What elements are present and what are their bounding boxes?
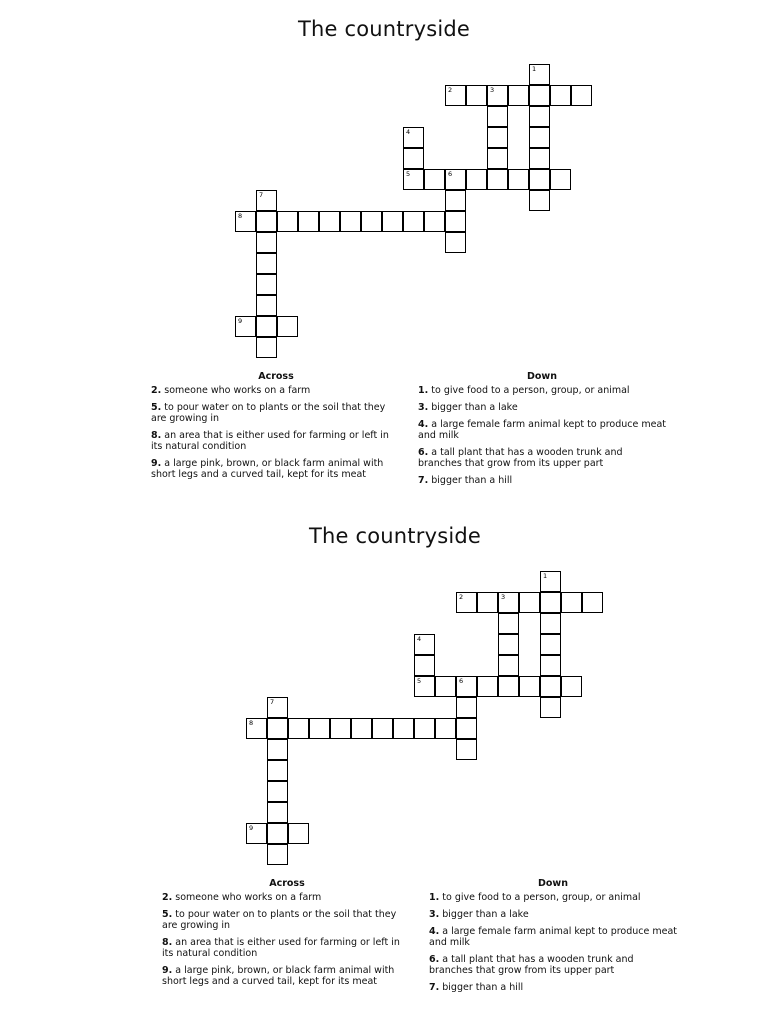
clue-down-4: 4. a large female farm animal kept to produce meat and milk [418, 419, 667, 441]
cell-number: 9 [249, 824, 254, 832]
grid-cell[interactable] [498, 613, 519, 634]
grid-cell[interactable] [267, 844, 288, 865]
grid-cell[interactable] [277, 316, 298, 337]
across-clues [162, 878, 412, 993]
clue-down-3: 3. bigger than a lake [418, 402, 518, 413]
grid-cell[interactable] [582, 592, 603, 613]
grid-cell[interactable] [571, 85, 592, 106]
clue-across-5: 5. to pour water on to plants or the soil that they are growing in [151, 402, 386, 424]
grid-cell[interactable] [235, 316, 256, 337]
clue-across-2: 2. someone who works on a farm [162, 892, 322, 903]
across-heading: Across [269, 878, 305, 889]
grid-cell[interactable] [330, 718, 351, 739]
clue-down-4: 4. a large female farm animal kept to produce meat and milk [429, 926, 678, 948]
clue-across-9: 9. a large pink, brown, or black farm animal with short legs and a curved tail, kept for its meat [151, 458, 384, 480]
grid-cell[interactable] [246, 718, 267, 739]
grid-cell[interactable] [267, 739, 288, 760]
crossword-grid [0, 0, 768, 360]
grid-cell[interactable] [477, 676, 498, 697]
grid-cell[interactable] [550, 169, 571, 190]
grid-cell[interactable] [435, 676, 456, 697]
clue-down-6: 6. a tall plant that has a wooden trunk and branches that grow from its upper part [429, 954, 634, 976]
cell-number: 7 [270, 698, 275, 706]
down-heading: Down [538, 878, 568, 889]
grid-cell[interactable] [550, 85, 571, 106]
clue-across-5: 5. to pour water on to plants or the soil that they are growing in [162, 909, 397, 931]
crossword-puzzle-1 [0, 0, 768, 510]
grid-cell[interactable] [288, 718, 309, 739]
grid-cell[interactable] [540, 676, 561, 697]
grid-cell[interactable] [540, 613, 561, 634]
grid-cell[interactable] [445, 190, 466, 211]
grid-cell[interactable] [267, 760, 288, 781]
grid-cell[interactable] [267, 802, 288, 823]
grid-cell[interactable] [235, 211, 256, 232]
grid-cell[interactable] [393, 718, 414, 739]
cell-number: 4 [417, 635, 422, 643]
down-clues [429, 878, 679, 999]
grid-cell[interactable] [487, 85, 508, 106]
crossword-grid [11, 507, 768, 867]
grid-cell[interactable] [435, 718, 456, 739]
cell-number: 4 [406, 128, 411, 136]
grid-cell[interactable] [519, 592, 540, 613]
grid-cell[interactable] [298, 211, 319, 232]
grid-cell[interactable] [498, 676, 519, 697]
cell-number: 8 [249, 719, 254, 727]
down-clues [418, 371, 668, 492]
grid-cell[interactable] [256, 190, 277, 211]
grid-cell[interactable] [529, 106, 550, 127]
grid-cell[interactable] [456, 697, 477, 718]
cell-number: 6 [448, 170, 453, 178]
clue-down-1: 1. to give food to a person, group, or animal [429, 892, 641, 903]
grid-cell[interactable] [540, 697, 561, 718]
grid-cell[interactable] [403, 127, 424, 148]
grid-cell[interactable] [540, 655, 561, 676]
grid-cell[interactable] [508, 85, 529, 106]
cell-number: 2 [448, 86, 453, 94]
grid-cell[interactable] [424, 169, 445, 190]
crossword-puzzle-2 [11, 507, 768, 1017]
cell-number: 3 [490, 86, 495, 94]
grid-cell[interactable] [414, 676, 435, 697]
grid-cell[interactable] [424, 211, 445, 232]
cell-number: 5 [406, 170, 411, 178]
grid-cell[interactable] [414, 655, 435, 676]
grid-cell[interactable] [487, 169, 508, 190]
cell-number: 6 [459, 677, 464, 685]
puzzle-title: The countryside [297, 17, 471, 41]
grid-cell[interactable] [561, 676, 582, 697]
clue-across-8: 8. an area that is either used for farming or left in its natural condition [162, 937, 400, 959]
grid-cell[interactable] [487, 127, 508, 148]
grid-cell[interactable] [319, 211, 340, 232]
cell-number: 2 [459, 593, 464, 601]
grid-cell[interactable] [519, 676, 540, 697]
grid-cell[interactable] [529, 190, 550, 211]
grid-cell[interactable] [256, 211, 277, 232]
grid-cell[interactable] [256, 295, 277, 316]
grid-cell[interactable] [529, 85, 550, 106]
grid-cell[interactable] [403, 148, 424, 169]
cell-number: 1 [543, 572, 548, 580]
cell-number: 3 [501, 593, 506, 601]
grid-cell[interactable] [277, 211, 298, 232]
grid-cell[interactable] [540, 571, 561, 592]
grid-cell[interactable] [351, 718, 372, 739]
grid-cell[interactable] [256, 232, 277, 253]
grid-cell[interactable] [267, 697, 288, 718]
grid-cell[interactable] [508, 169, 529, 190]
grid-cell[interactable] [445, 232, 466, 253]
grid-cell[interactable] [529, 169, 550, 190]
grid-cell[interactable] [498, 655, 519, 676]
across-clues [151, 371, 401, 486]
cell-number: 8 [238, 212, 243, 220]
grid-cell[interactable] [456, 718, 477, 739]
grid-cell[interactable] [256, 253, 277, 274]
grid-cell[interactable] [256, 274, 277, 295]
cell-number: 5 [417, 677, 422, 685]
clue-down-6: 6. a tall plant that has a wooden trunk and branches that grow from its upper part [418, 447, 623, 469]
clue-down-7: 7. bigger than a hill [429, 982, 524, 993]
grid-cell[interactable] [414, 718, 435, 739]
grid-cell[interactable] [361, 211, 382, 232]
grid-cell[interactable] [498, 592, 519, 613]
clue-down-7: 7. bigger than a hill [418, 475, 513, 486]
grid-cell[interactable] [445, 169, 466, 190]
grid-cell[interactable] [403, 169, 424, 190]
clue-across-8: 8. an area that is either used for farming or left in its natural condition [151, 430, 389, 452]
grid-cell[interactable] [456, 676, 477, 697]
grid-cell[interactable] [414, 634, 435, 655]
grid-cell[interactable] [529, 64, 550, 85]
grid-cell[interactable] [246, 823, 267, 844]
grid-cell[interactable] [372, 718, 393, 739]
grid-cell[interactable] [529, 127, 550, 148]
grid-cell[interactable] [267, 781, 288, 802]
grid-cell[interactable] [540, 634, 561, 655]
grid-cell[interactable] [540, 592, 561, 613]
grid-cell[interactable] [445, 85, 466, 106]
down-heading: Down [527, 371, 557, 382]
clue-down-3: 3. bigger than a lake [429, 909, 529, 920]
grid-cell[interactable] [267, 718, 288, 739]
grid-cell[interactable] [256, 316, 277, 337]
grid-cell[interactable] [445, 211, 466, 232]
grid-cell[interactable] [487, 148, 508, 169]
grid-cell[interactable] [256, 337, 277, 358]
grid-cell[interactable] [309, 718, 330, 739]
grid-cell[interactable] [288, 823, 309, 844]
grid-cell[interactable] [529, 148, 550, 169]
grid-cell[interactable] [477, 592, 498, 613]
clue-across-9: 9. a large pink, brown, or black farm animal with short legs and a curved tail, kept for its meat [162, 965, 395, 987]
clue-down-1: 1. to give food to a person, group, or animal [418, 385, 630, 396]
grid-cell[interactable] [456, 739, 477, 760]
grid-cell[interactable] [456, 592, 477, 613]
grid-cell[interactable] [466, 85, 487, 106]
grid-cell[interactable] [561, 592, 582, 613]
puzzle-title: The countryside [308, 524, 482, 548]
clue-across-2: 2. someone who works on a farm [151, 385, 311, 396]
grid-cell[interactable] [403, 211, 424, 232]
grid-cell[interactable] [382, 211, 403, 232]
grid-cell[interactable] [487, 106, 508, 127]
cell-number: 1 [532, 65, 537, 73]
cell-number: 9 [238, 317, 243, 325]
grid-cell[interactable] [267, 823, 288, 844]
cell-number: 7 [259, 191, 264, 199]
grid-cell[interactable] [340, 211, 361, 232]
across-heading: Across [258, 371, 294, 382]
grid-cell[interactable] [466, 169, 487, 190]
grid-cell[interactable] [498, 634, 519, 655]
